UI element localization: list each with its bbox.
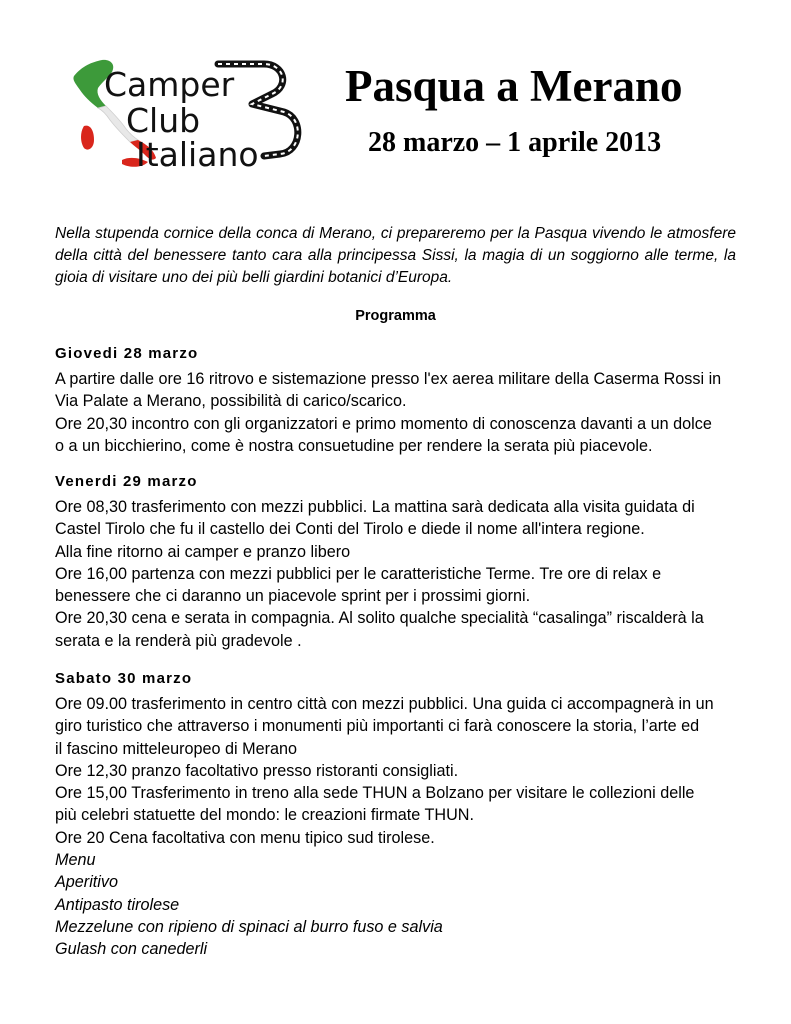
programma-heading: Programma	[355, 308, 436, 324]
logo-word-club: Club	[126, 101, 201, 140]
day-line: Ore 08,30 trasferimento con mezzi pubblici. La mattina sarà dedicata alla visita guidata di	[55, 498, 695, 516]
intro-paragraph: Nella stupenda cornice della conca di Merano, ci prepareremo per la Pasqua vivendo le atmosfere della città del benessere tanto cara alla principessa Sissi, la magia di un soggiorno alle terme, la gioia di visitare uno dei più belli giardini botanici d’Europa.	[55, 225, 736, 286]
day-title: Venerdi 29 marzo	[55, 473, 198, 490]
day-line: Ore 15,00 Trasferimento in treno alla sede THUN a Bolzano per visitare le collezioni delle	[55, 784, 695, 803]
day-title: Giovedi 28 marzo	[55, 345, 199, 362]
day-line: o a un bicchierino, come è nostra consuetudine per rendere la serata più piacevole.	[55, 436, 653, 455]
day-title: Sabato 30 marzo	[55, 670, 193, 687]
logo-word-camper: Camper	[104, 65, 235, 104]
menu-item: Mezzelune con ripieno di spinaci al burro fuso e salvia	[55, 917, 443, 936]
menu-item: Aperitivo	[55, 873, 118, 892]
day-giovedi	[55, 344, 745, 457]
sardinia-icon	[81, 126, 94, 150]
day-line: Ore 20 Cena facoltativa con menu tipico sud tirolese.	[55, 828, 435, 847]
day-line: Ore 12,30 pranzo facoltativo presso ristoranti consigliati.	[55, 761, 459, 780]
menu-item: Gulash con canederli	[55, 940, 208, 959]
camper-club-italiano-logo	[68, 56, 310, 174]
day-line: Ore 20,30 cena e serata in compagnia. Al solito qualche specialità “casalinga” riscalderà la	[55, 609, 704, 628]
day-line: il fascino mitteleuropeo di Merano	[55, 739, 298, 758]
logo-word-italiano: Italiano	[136, 135, 259, 174]
day-line: Castel Tirolo che fu il castello dei Conti del Tirolo e diede il nome all'intera regione.	[55, 520, 645, 539]
day-venerdi	[55, 472, 745, 652]
day-line: giro turistico che attraverso i monumenti più importanti ci farà conoscere la storia, l’arte ed	[55, 717, 700, 736]
day-line: A partire dalle ore 16 ritrovo e sistemazione presso l'ex aerea militare della Caserma Rossi in	[55, 370, 722, 388]
day-line: Ore 16,00 partenza con mezzi pubblici per le caratteristiche Terme. Tre ore di relax e	[55, 564, 662, 583]
day-line: serata e la renderà più gradevole .	[55, 631, 302, 650]
menu-heading: Menu	[55, 851, 96, 870]
event-dates: 28 marzo – 1 aprile 2013	[368, 127, 662, 158]
day-line: più celebri statuette del mondo: le creazioni firmate THUN.	[55, 806, 474, 825]
menu-item: Antipasto tirolese	[55, 895, 180, 914]
day-line: Ore 09.00 trasferimento in centro città con mezzi pubblici. Una guida ci accompagnerà in un	[55, 695, 714, 713]
page-title: Pasqua a Merano	[345, 61, 683, 111]
day-line: Via Palate a Merano, possibilità di carico/scarico.	[55, 392, 407, 411]
day-line: benessere che ci daranno un piacevole sprint per i prossimi giorni.	[55, 587, 531, 606]
day-sabato	[55, 669, 745, 961]
day-line: Alla fine ritorno ai camper e pranzo libero	[55, 542, 351, 561]
day-line: Ore 20,30 incontro con gli organizzatori e primo momento di conoscenza davanti a un dolce	[55, 414, 712, 433]
logo-graphic	[68, 56, 310, 174]
